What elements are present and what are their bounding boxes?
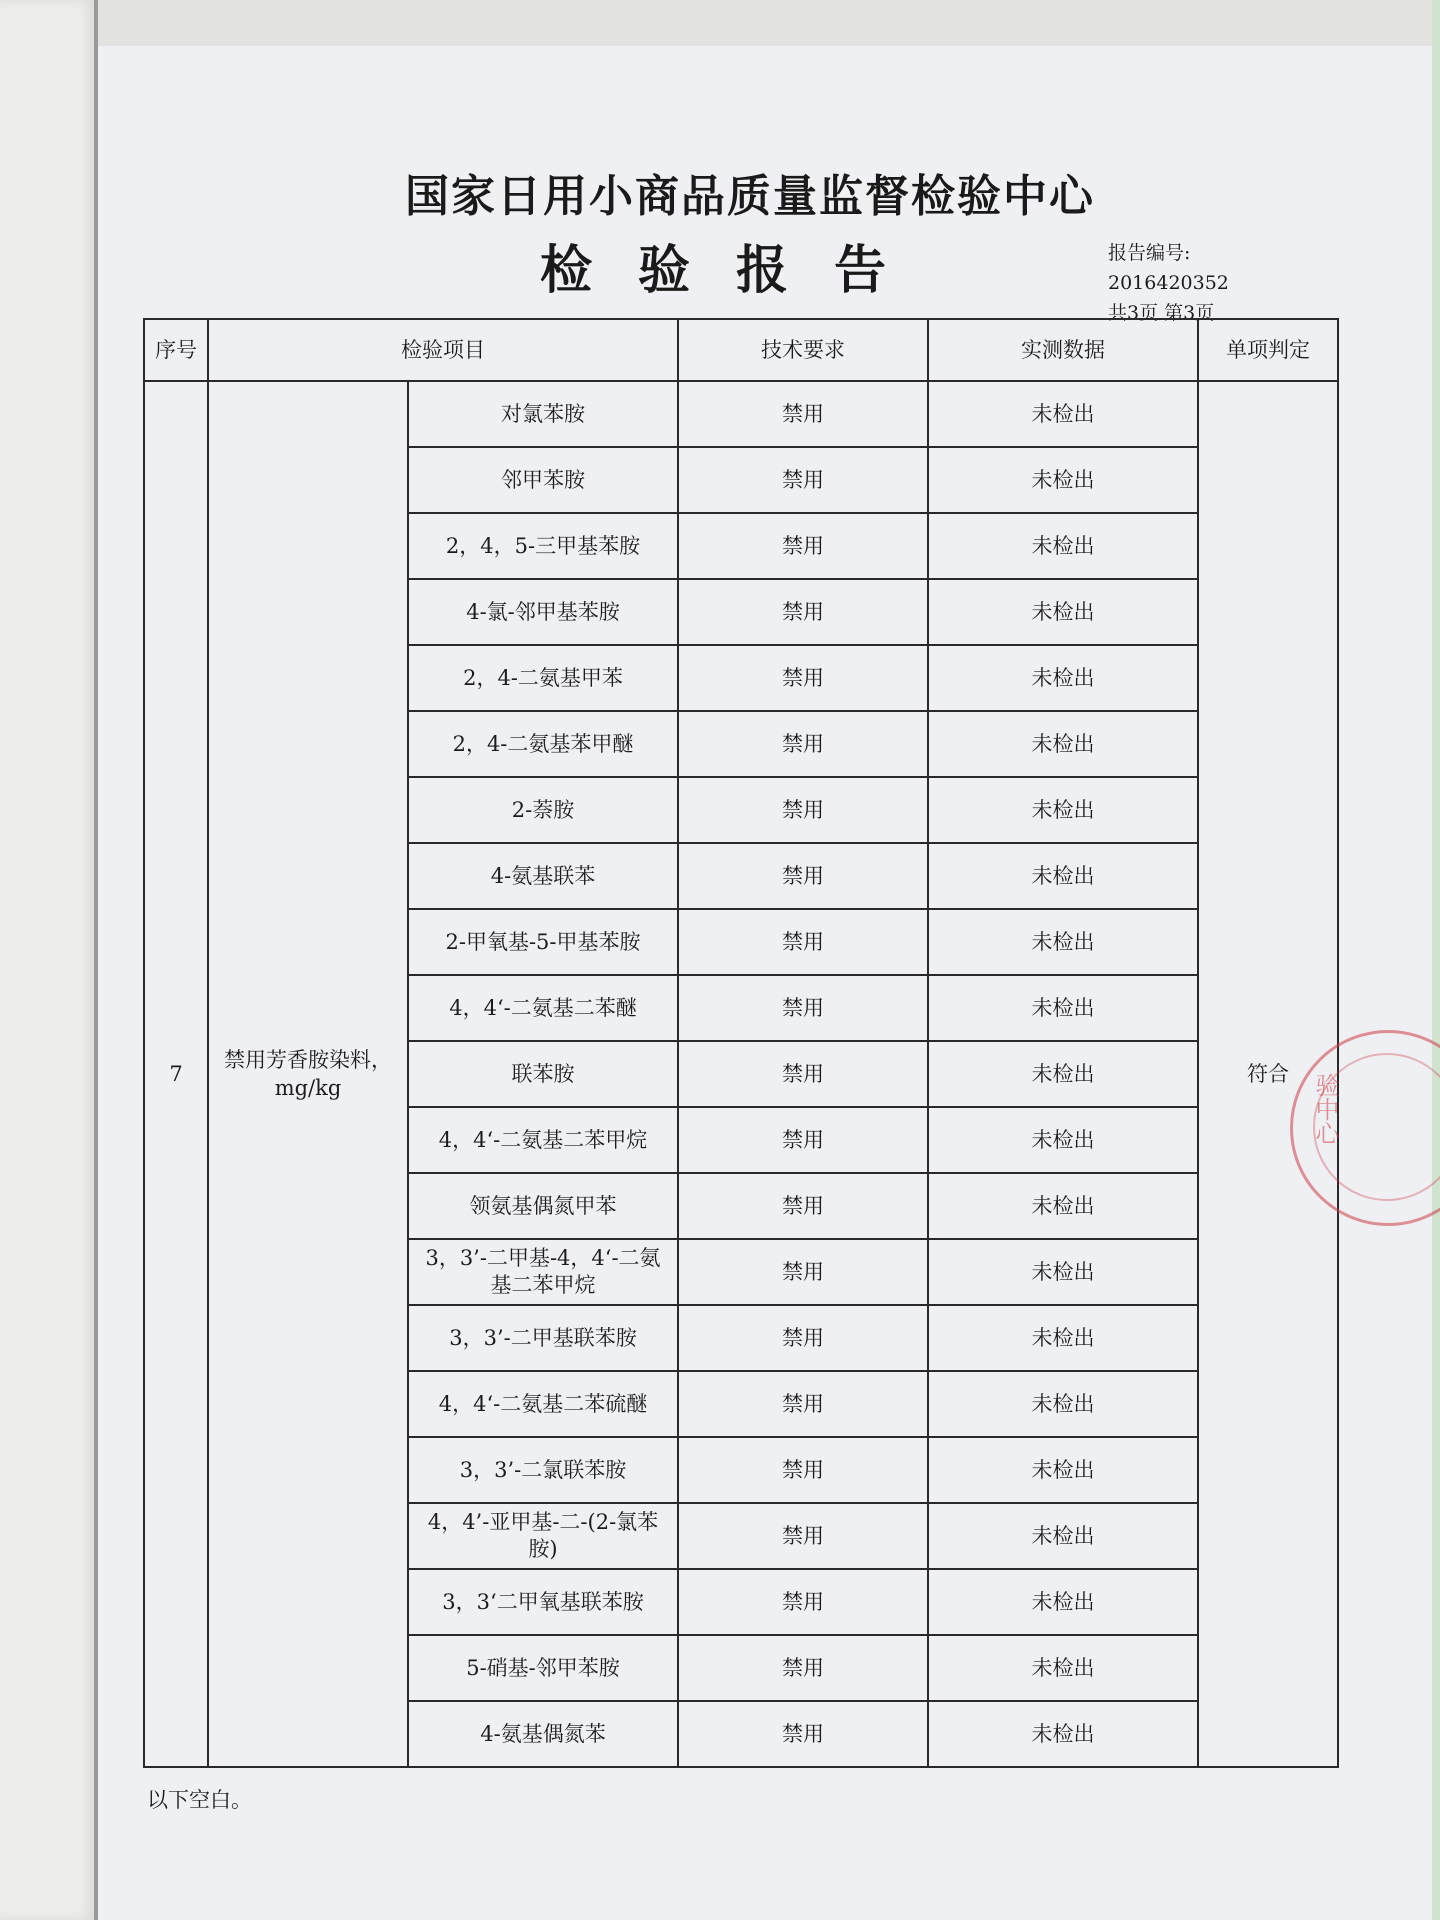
item-name: 4-氨基偶氮苯 (408, 1701, 678, 1767)
report-no-label: 报告编号: (1108, 242, 1191, 264)
item-result: 未检出 (928, 1041, 1198, 1107)
table-header-row (144, 319, 1338, 381)
header-verdict: 单项判定 (1198, 319, 1338, 381)
item-name: 4-氯-邻甲基苯胺 (408, 579, 678, 645)
item-requirement: 禁用 (678, 1239, 928, 1305)
item-requirement: 禁用 (678, 711, 928, 777)
item-name: 联苯胺 (408, 1041, 678, 1107)
page-edge (1432, 0, 1440, 1920)
item-result: 未检出 (928, 1503, 1198, 1569)
item-name: 2，4-二氨基苯甲醚 (408, 711, 678, 777)
item-result: 未检出 (928, 909, 1198, 975)
stamp-text: 验中心 (1311, 1073, 1339, 1145)
item-result: 未检出 (928, 1701, 1198, 1767)
report-title: 检验报告 (540, 241, 933, 301)
item-name: 2-甲氧基-5-甲基苯胺 (408, 909, 678, 975)
report-meta (1108, 238, 1229, 328)
item-name: 对氯苯胺 (408, 381, 678, 447)
header-item: 检验项目 (208, 319, 678, 381)
item-name: 3，3‘二甲氧基联苯胺 (408, 1569, 678, 1635)
header-result: 实测数据 (928, 319, 1198, 381)
item-requirement: 禁用 (678, 1569, 928, 1635)
table-row (144, 381, 1338, 447)
item-result: 未检出 (928, 711, 1198, 777)
item-result: 未检出 (928, 1305, 1198, 1371)
item-name: 4，4‘-二氨基二苯硫醚 (408, 1371, 678, 1437)
header-seq: 序号 (144, 319, 208, 381)
footer-note: 以下空白。 (147, 1788, 252, 1812)
item-name: 2-萘胺 (408, 777, 678, 843)
item-requirement: 禁用 (678, 381, 928, 447)
item-name: 邻甲苯胺 (408, 447, 678, 513)
page-count: 共3页 第3页 (1108, 302, 1215, 324)
item-result: 未检出 (928, 447, 1198, 513)
header-requirement: 技术要求 (678, 319, 928, 381)
item-requirement: 禁用 (678, 447, 928, 513)
item-result: 未检出 (928, 1173, 1198, 1239)
item-name: 4，4’-亚甲基-二-(2-氯苯胺) (408, 1503, 678, 1569)
report-no: 2016420352 (1108, 272, 1229, 294)
item-requirement: 禁用 (678, 975, 928, 1041)
item-name: 5-硝基-邻甲苯胺 (408, 1635, 678, 1701)
org-title: 国家日用小商品质量监督检验中心 (405, 171, 1095, 222)
item-result: 未检出 (928, 1635, 1198, 1701)
group-verdict: 符合 (1198, 381, 1338, 1767)
item-requirement: 禁用 (678, 645, 928, 711)
item-requirement: 禁用 (678, 777, 928, 843)
item-requirement: 禁用 (678, 1635, 928, 1701)
item-name: 4，4‘-二氨基二苯甲烷 (408, 1107, 678, 1173)
item-name: 4，4‘-二氨基二苯醚 (408, 975, 678, 1041)
item-result: 未检出 (928, 579, 1198, 645)
inspection-table (143, 318, 1339, 1768)
item-requirement: 禁用 (678, 513, 928, 579)
item-result: 未检出 (928, 645, 1198, 711)
item-result: 未检出 (928, 1437, 1198, 1503)
item-requirement: 禁用 (678, 1107, 928, 1173)
item-name: 2，4，5-三甲基苯胺 (408, 513, 678, 579)
item-requirement: 禁用 (678, 1437, 928, 1503)
item-requirement: 禁用 (678, 1371, 928, 1437)
item-result: 未检出 (928, 843, 1198, 909)
item-name: 3，3’-二甲基-4，4‘-二氨基二苯甲烷 (408, 1239, 678, 1305)
group-seq: 7 (144, 381, 208, 1767)
item-name: 3，3’-二氯联苯胺 (408, 1437, 678, 1503)
item-requirement: 禁用 (678, 1173, 928, 1239)
item-result: 未检出 (928, 1239, 1198, 1305)
item-requirement: 禁用 (678, 1701, 928, 1767)
item-requirement: 禁用 (678, 843, 928, 909)
item-result: 未检出 (928, 1371, 1198, 1437)
item-name: 2，4-二氨基甲苯 (408, 645, 678, 711)
group-category: 禁用芳香胺染料，mg/kg (208, 381, 408, 1767)
item-result: 未检出 (928, 1569, 1198, 1635)
item-requirement: 禁用 (678, 1503, 928, 1569)
item-requirement: 禁用 (678, 1041, 928, 1107)
item-name: 4-氨基联苯 (408, 843, 678, 909)
item-result: 未检出 (928, 777, 1198, 843)
item-requirement: 禁用 (678, 579, 928, 645)
item-requirement: 禁用 (678, 1305, 928, 1371)
item-requirement: 禁用 (678, 909, 928, 975)
left-page (0, 0, 96, 1920)
item-result: 未检出 (928, 381, 1198, 447)
item-name: 3，3’-二甲基联苯胺 (408, 1305, 678, 1371)
item-result: 未检出 (928, 1107, 1198, 1173)
item-name: 领氨基偶氮甲苯 (408, 1173, 678, 1239)
item-result: 未检出 (928, 975, 1198, 1041)
item-result: 未检出 (928, 513, 1198, 579)
